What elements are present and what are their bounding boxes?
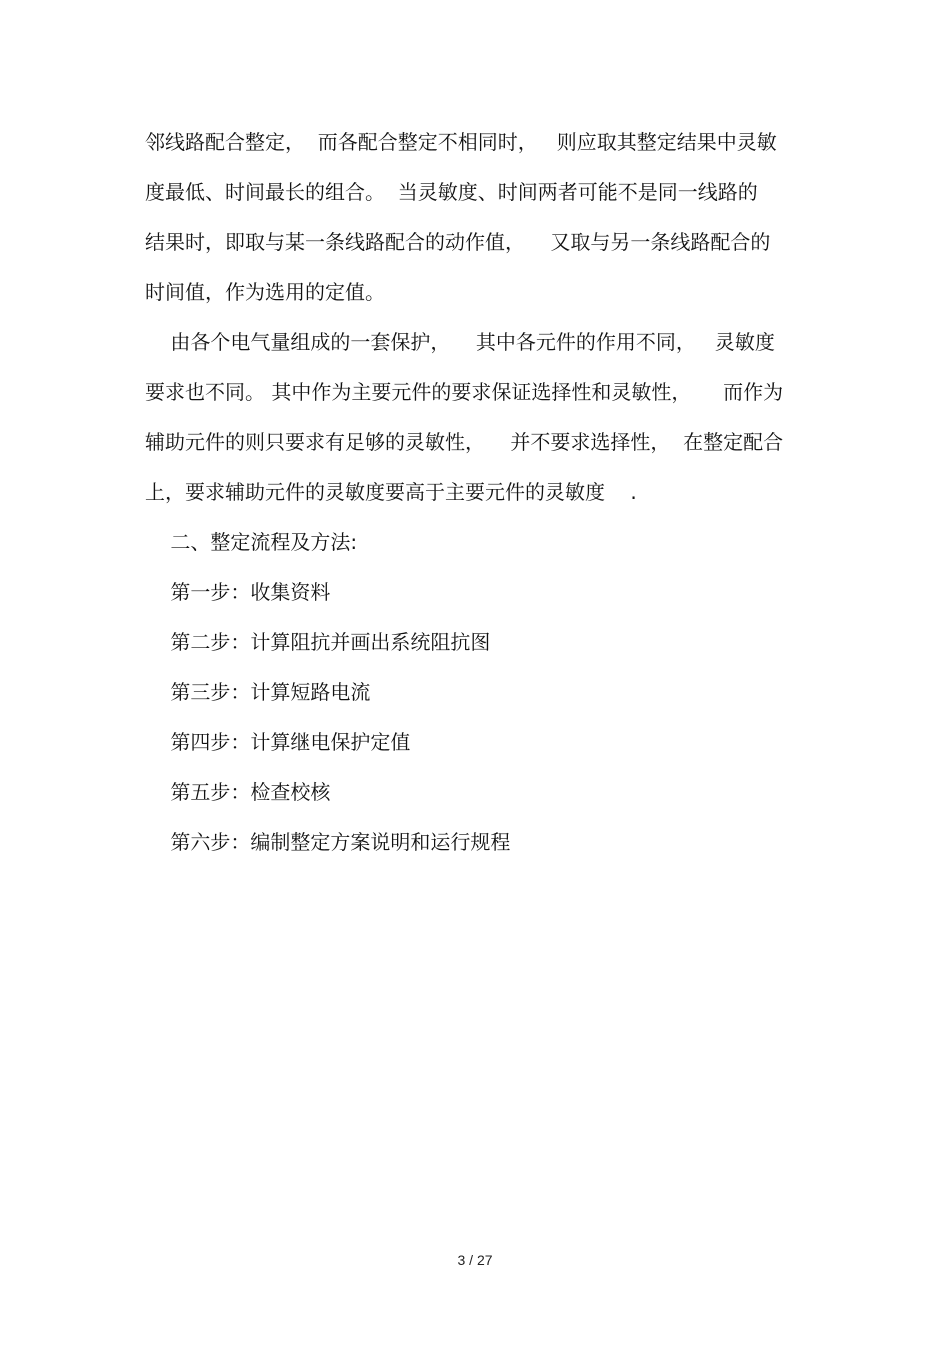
- step-6: 第六步：编制整定方案说明和运行规程: [145, 830, 511, 854]
- step-1: 第一步：收集资料: [145, 580, 331, 604]
- paragraph-1-line-2: 度最低、时间最长的组合。 当灵敏度、时间两者可能不是同一线路的: [145, 180, 758, 204]
- paragraph-2-line-2: 要求也不同。 其中作为主要元件的要求保证选择性和灵敏性， 而作为: [145, 380, 784, 404]
- paragraph-1-line-4: 时间值，作为选用的定值。: [145, 280, 385, 304]
- paragraph-1-line-1: 邻线路配合整定， 而各配合整定不相同时， 则应取其整定结果中灵敏: [145, 130, 777, 154]
- section-heading: 二、整定流程及方法:: [145, 530, 358, 554]
- step-3: 第三步：计算短路电流: [145, 680, 371, 704]
- paragraph-2-line-1: 由各个电气量组成的一套保护， 其中各元件的作用不同， 灵敏度: [145, 330, 775, 354]
- paragraph-2-line-3: 辅助元件的则只要求有足够的灵敏性， 并不要求选择性， 在整定配合: [145, 430, 784, 454]
- paragraph-2-line-4: 上，要求辅助元件的灵敏度要高于主要元件的灵敏度 .: [145, 480, 637, 504]
- step-4: 第四步：计算继电保护定值: [145, 730, 411, 754]
- paragraph-1-line-3: 结果时，即取与某一条线路配合的动作值， 又取与另一条线路配合的: [145, 230, 771, 254]
- page-number: 3 / 27: [457, 1252, 493, 1268]
- step-2: 第二步：计算阻抗并画出系统阻抗图: [145, 630, 491, 654]
- step-5: 第五步：检查校核: [145, 780, 331, 804]
